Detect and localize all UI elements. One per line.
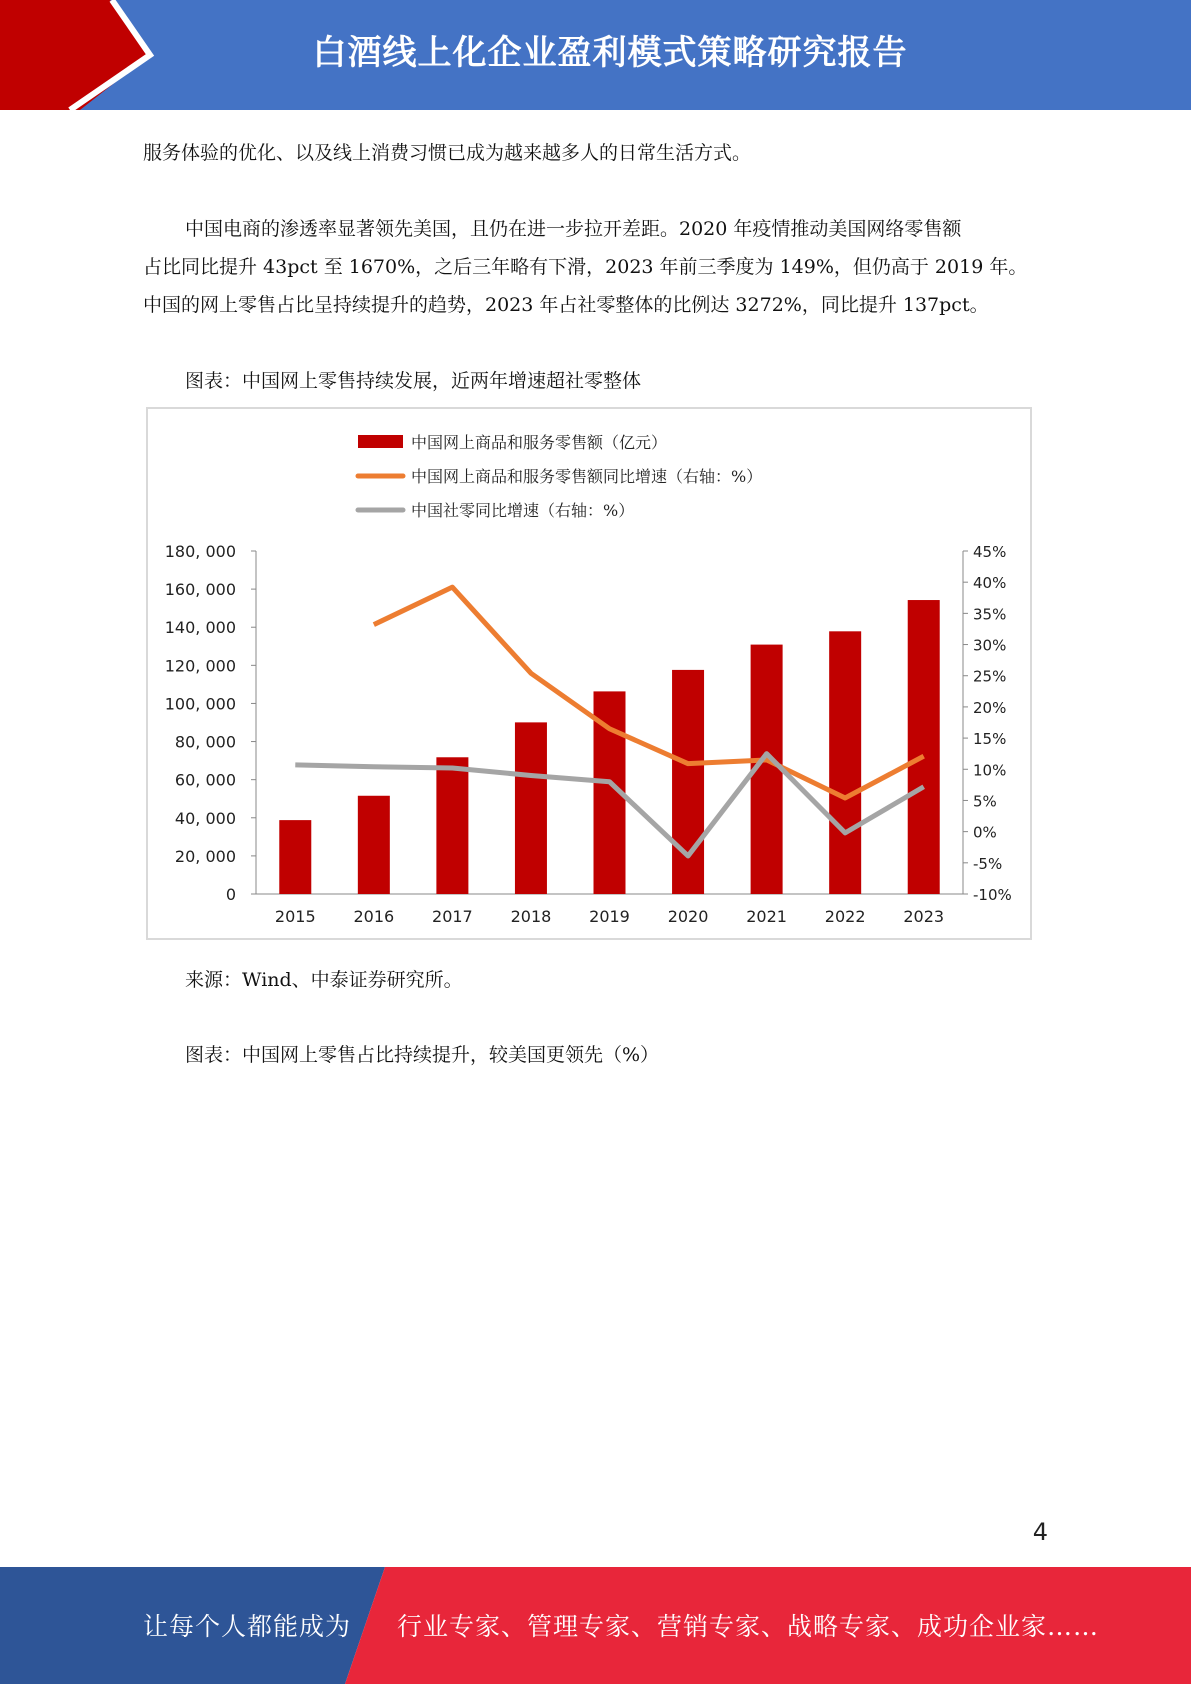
bar-2018 bbox=[515, 722, 547, 894]
right-tick-label: -10% bbox=[973, 886, 1012, 904]
figure-caption-1: 图表：中国网上零售持续发展，近两年增速超社零整体 bbox=[185, 370, 642, 392]
figure-source-1: 来源：Wind、中泰证券研究所。 bbox=[185, 969, 463, 991]
bar-2022 bbox=[829, 631, 861, 894]
left-tick-label: 140, 000 bbox=[164, 618, 236, 638]
right-tick-label: 5% bbox=[973, 792, 997, 811]
left-tick-label: 180, 000 bbox=[164, 542, 236, 561]
figure-caption-2: 图表：中国网上零售占比持续提升，较美国更领先（%） bbox=[185, 1044, 660, 1066]
x-tick-label: 2018 bbox=[510, 907, 552, 926]
right-tick-label: 10% bbox=[973, 761, 1007, 780]
legend-label: 中国社零同比增速（右轴：%） bbox=[411, 501, 635, 520]
x-tick-label: 2023 bbox=[903, 907, 945, 926]
left-tick-label: 80, 000 bbox=[174, 732, 236, 752]
footer-slogan-left: 让每个人都能成为 bbox=[143, 1612, 352, 1641]
footer-slogan-right: 行业专家、管理专家、营销专家、战略专家、成功企业家…… bbox=[397, 1612, 1100, 1641]
x-tick-label: 2021 bbox=[746, 907, 787, 926]
left-tick-label: 40, 000 bbox=[174, 808, 236, 828]
x-tick-label: 2015 bbox=[274, 907, 316, 926]
left-tick-label: 20, 000 bbox=[174, 846, 236, 866]
bar-2017 bbox=[436, 757, 468, 894]
right-tick-label: 15% bbox=[973, 730, 1007, 749]
bar-2015 bbox=[279, 820, 311, 894]
left-tick-label: 160, 000 bbox=[164, 580, 236, 600]
left-tick-label: 120, 000 bbox=[164, 656, 236, 676]
legend-swatch-bars bbox=[358, 435, 403, 448]
legend-label: 中国网上商品和服务零售额（亿元） bbox=[411, 433, 668, 452]
page-number: 4 bbox=[1032, 1518, 1048, 1546]
left-tick-label: 60, 000 bbox=[174, 770, 236, 790]
bar-2020 bbox=[672, 670, 704, 894]
paragraph-2 bbox=[143, 210, 1043, 324]
report-title: 白酒线上化企业盈利模式策略研究报告 bbox=[312, 33, 908, 73]
left-tick-label: 100, 000 bbox=[164, 694, 236, 714]
paragraph-1: 服务体验的优化、以及线上消费习惯已成为越来越多人的日常生活方式。 bbox=[143, 142, 752, 164]
x-tick-label: 2016 bbox=[353, 907, 395, 926]
paragraph-2-line-2: 占比同比提升 43pct 至 1670%，之后三年略有下滑，2023 年前三季度为 149%，但仍高于 2019 年。 bbox=[143, 256, 1028, 278]
x-tick-label: 2017 bbox=[432, 907, 473, 926]
bar-2016 bbox=[358, 796, 390, 894]
x-tick-label: 2019 bbox=[589, 907, 630, 926]
right-tick-label: 0% bbox=[973, 823, 997, 842]
right-tick-label: -5% bbox=[973, 854, 1003, 873]
left-tick-label: 0 bbox=[225, 885, 236, 904]
paragraph-2-line-1: 中国电商的渗透率显著领先美国，且仍在进一步拉开差距。2020 年疫情推动美国网络零售额 bbox=[185, 218, 962, 240]
page-header bbox=[0, 0, 1191, 110]
page-footer bbox=[0, 1567, 1191, 1684]
right-tick-label: 20% bbox=[973, 698, 1007, 717]
right-tick-label: 30% bbox=[973, 636, 1007, 655]
x-tick-label: 2020 bbox=[667, 907, 709, 926]
right-tick-label: 45% bbox=[973, 543, 1007, 561]
right-tick-label: 25% bbox=[973, 667, 1007, 686]
chart-container bbox=[146, 407, 1032, 940]
right-tick-label: 35% bbox=[973, 605, 1007, 624]
legend-label: 中国网上商品和服务零售额同比增速（右轴：%） bbox=[411, 467, 763, 486]
chart-svg bbox=[148, 409, 1034, 942]
paragraph-2-line-3: 中国的网上零售占比呈持续提升的趋势，2023 年占社零整体的比例达 3272%，同比提升 137pct。 bbox=[143, 294, 989, 316]
x-tick-label: 2022 bbox=[824, 907, 866, 926]
bar-2023 bbox=[908, 600, 940, 894]
right-tick-label: 40% bbox=[973, 574, 1007, 593]
header-red-chevron bbox=[0, 0, 150, 110]
